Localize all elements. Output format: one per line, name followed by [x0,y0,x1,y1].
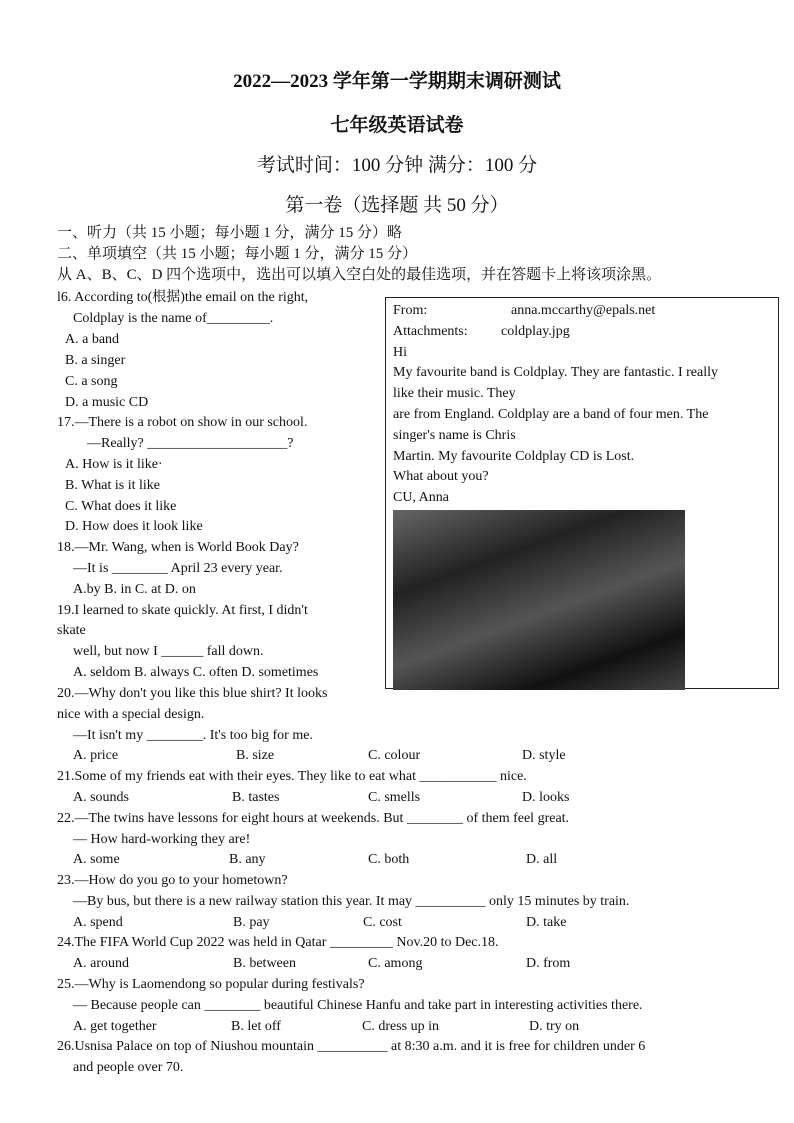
part-heading: 第一卷（选择题 共 50 分） [285,195,509,216]
listening-section: 一、听力（共 15 小题；每小题 1 分，满分 15 分）略 [57,225,403,241]
options-18: A.by B. in C. at D. on [73,582,196,597]
option: A. price [73,748,119,763]
option: C. cost [363,915,402,930]
email-line: are from England. Coldplay are a band of four men. The [393,407,709,422]
option: D. looks [522,790,570,805]
question-23: 23.—How do you go to your hometown? [57,873,288,888]
option: B. between [233,956,296,971]
question-19-cont: skate [57,623,86,638]
exam-title: 2022—2023 学年第一学期期末调研测试 [233,71,561,92]
question-20-cont: nice with a special design. [57,707,205,722]
option: C. both [368,852,410,867]
email-attach-label: Attachments: [393,324,468,339]
email-line: What about you? [393,469,489,484]
single-choice-section: 二、单项填空（共 15 小题；每小题 1 分，满分 15 分） [57,246,418,262]
question-20-cont: —It isn't my ________. It's too big for me. [73,728,313,743]
options-19: A. seldom B. always C. often D. sometimes [73,665,319,680]
coldplay-photo [393,510,685,690]
email-box [385,297,779,689]
option: D. style [522,748,566,763]
question-26: 26.Usnisa Palace on top of Niushou mountain __________ at 8:30 a.m. and it is free for children under 6 [57,1039,646,1054]
question-21: 21.Some of my friends eat with their eyes. They like to eat what ___________ nice. [57,769,527,784]
option: A. some [73,852,120,867]
question-23-cont: —By bus, but there is a new railway station this year. It may __________ only 15 minutes by train. [73,894,630,909]
option: C. dress up in [362,1019,439,1034]
option: B. What is it like [65,478,161,493]
question-16: l6. According to(根据)the email on the right, [57,290,309,305]
email-line: Martin. My favourite Coldplay CD is Lost. [393,449,635,464]
question-24: 24.The FIFA World Cup 2022 was held in Qatar _________ Nov.20 to Dec.18. [57,935,499,950]
option: B. size [236,748,275,763]
option: C. a song [65,374,118,389]
option: D. How does it look like [65,519,203,534]
question-22-cont: — How hard-working they are! [73,832,251,847]
option: A. get together [73,1019,157,1034]
exam-subtitle: 七年级英语试卷 [330,115,464,136]
option: C. smells [368,790,421,805]
option: C. What does it like [65,499,177,514]
question-19-cont: well, but now I ______ fall down. [73,644,264,659]
directions: 从 A、B、C、D 四个选项中，选出可以填入空白处的最佳选项，并在答题卡上将该项涂黑。 [57,267,662,283]
option: A. spend [73,915,123,930]
question-25-cont: — Because people can ________ beautiful Chinese Hanfu and take part in interesting activities there. [73,998,643,1013]
email-line: like their music. They [393,386,516,401]
email-from-value: anna.mccarthy@epals.net [511,303,656,318]
email-greeting: Hi [393,345,407,360]
question-25: 25.—Why is Laomendong so popular during festivals? [57,977,365,992]
question-20: 20.—Why don't you like this blue shirt? It looks [57,686,328,701]
email-line: My favourite band is Coldplay. They are fantastic. I really [393,365,719,380]
option: B. let off [231,1019,281,1034]
option: B. tastes [232,790,280,805]
option: A. How is it like· [65,457,163,472]
option: D. take [526,915,567,930]
option: C. among [368,956,423,971]
question-18: 18.—Mr. Wang, when is World Book Day? [57,540,299,555]
option: B. any [229,852,266,867]
option: A. sounds [73,790,130,805]
option: A. around [73,956,129,971]
email-from-label: From: [393,303,428,318]
option: D. a music CD [65,395,149,410]
option: D. from [526,956,571,971]
question-19: 19.I learned to skate quickly. At first, I didn't [57,603,308,618]
question-17: 17.—There is a robot on show in our school. [57,415,308,430]
question-22: 22.—The twins have lessons for eight hours at weekends. But ________ of them feel great. [57,811,570,826]
question-17-cont: —Really? ____________________? [87,436,294,451]
option: C. colour [368,748,421,763]
option: D. try on [529,1019,580,1034]
question-16-cont: Coldplay is the name of_________. [73,311,274,326]
email-signature: CU, Anna [393,490,449,505]
option: B. pay [233,915,270,930]
option: B. a singer [65,353,126,368]
question-18-cont: —It is ________ April 23 every year. [73,561,283,576]
option: D. all [526,852,558,867]
option: A. a band [65,332,120,347]
email-line: singer's name is Chris [393,428,516,443]
exam-info: 考试时间：100 分钟 满分：100 分 [256,155,538,176]
question-26-cont: and people over 70. [73,1060,184,1075]
email-attach-value: coldplay.jpg [501,324,570,339]
